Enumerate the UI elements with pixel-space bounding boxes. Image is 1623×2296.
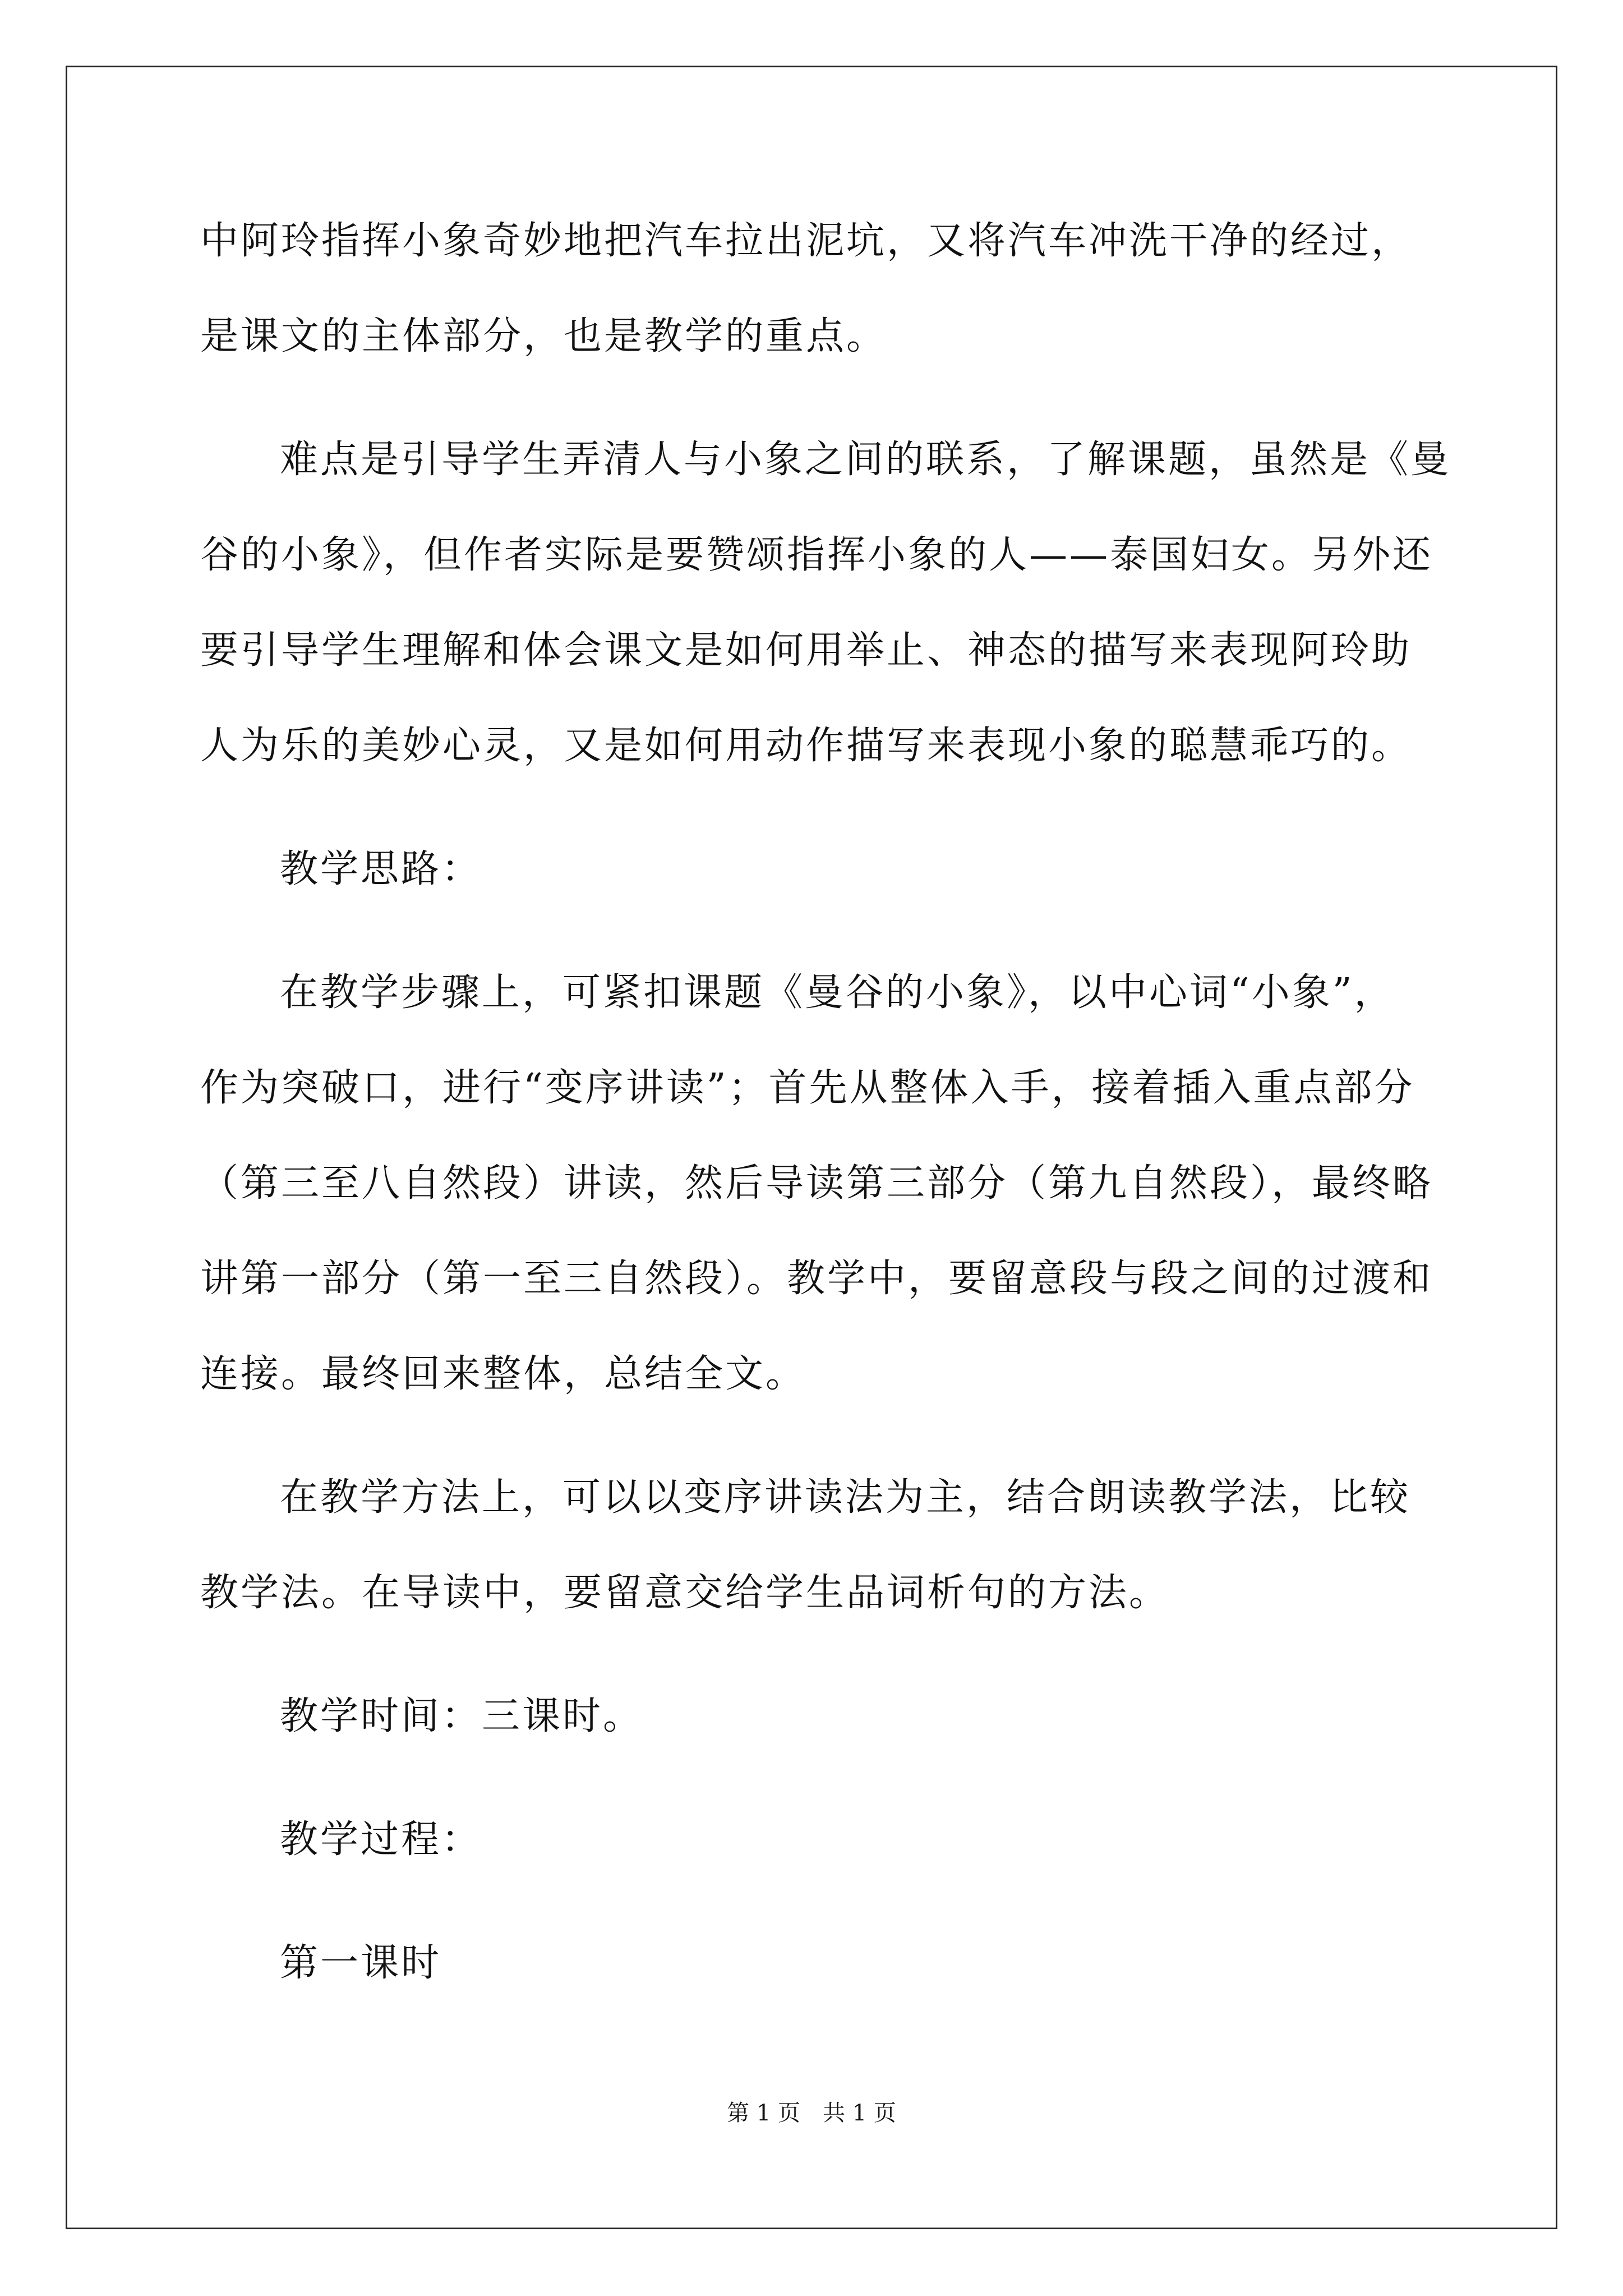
text-line: 要引导学生理解和体会课文是如何用举止、神态的描写来表现阿玲助 [200,628,1412,673]
page-number-footer: 第 1 页 共 1 页 [727,2100,896,2126]
text-line: 在教学步骤上，可紧扣课题《曼谷的小象》，以中心词“小象”， [280,970,1395,1015]
text-line: （第三至八自然段）讲读，然后导读第三部分（第九自然段），最终略 [200,1161,1433,1205]
section-heading: 教学过程： [280,1818,482,1862]
text-line: 教学法。在导读中，要留意交给学生品词析句的方法。 [200,1571,1170,1615]
text-line: 讲第一部分（第一至三自然段）。教学中，要留意段与段之间的过渡和 [200,1257,1433,1301]
text-line: 作为突破口，进行“变序讲读”；首先从整体入手，接着插入重点部分 [200,1066,1415,1110]
text-line: 是课文的主体部分，也是教学的重点。 [200,314,887,358]
text-line: 谷的小象》，但作者实际是要赞颂指挥小象的人——泰国妇女。另外还 [200,533,1433,577]
section-heading: 第一课时 [280,1941,442,1985]
text-line: 人为乐的美妙心灵，又是如何用动作描写来表现小象的聪慧乖巧的。 [200,724,1412,768]
text-line: 中阿玲指挥小象奇妙地把汽车拉出泥坑，又将汽车冲洗干净的经过， [200,219,1412,263]
section-heading: 教学时间：三课时。 [280,1694,644,1738]
text-line: 连接。最终回来整体，总结全文。 [200,1352,806,1396]
section-heading: 教学思路： [280,847,482,891]
text-line: 在教学方法上，可以以变序讲读法为主，结合朗读教学法，比较 [280,1475,1411,1520]
text-line: 难点是引导学生弄清人与小象之间的联系，了解课题，虽然是《曼 [280,438,1451,482]
page-border [66,66,1557,2229]
